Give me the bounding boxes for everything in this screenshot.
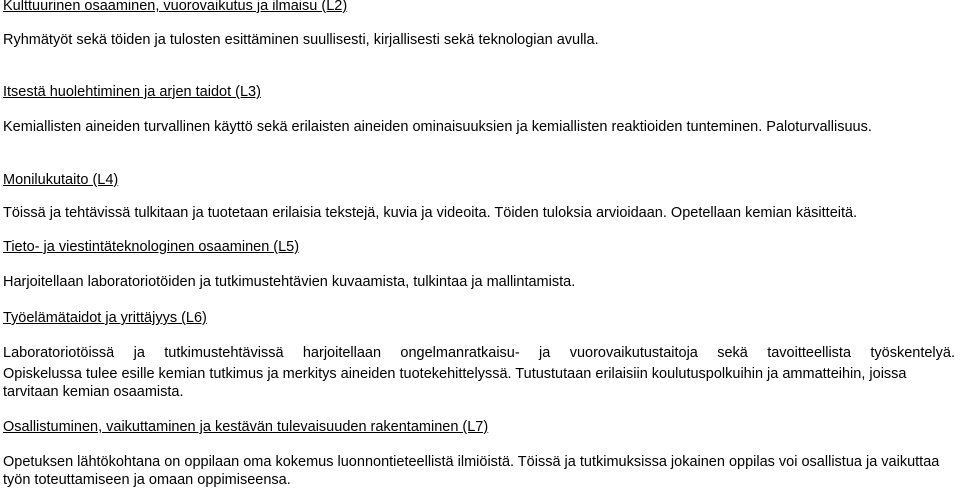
section-text-l6-1: Laboratoriotöissä ja tutkimustehtävissä harjoitellaan ongelmanratkaisu- ja vuorovaikutustaitoja sekä tavoitteellista työskentelyä.: [3, 345, 955, 361]
section-l6: [3, 309, 955, 401]
section-l2: [3, 0, 955, 49]
section-text-l7: Opetuksen lähtökohtana on oppilaan oma kokemus luonnontieteellistä ilmiöistä. Töissä ja tutkimuksissa jokainen oppilas voi osallistua ja vaikuttaa työn toteuttamiseen ja omaan oppimiseensa.: [3, 454, 940, 488]
section-l3: [3, 83, 955, 136]
section-l7: [3, 418, 955, 489]
section-l5: [3, 238, 955, 291]
section-text-l4: Töissä ja tehtävissä tulkitaan ja tuotetaan erilaisia tekstejä, kuvia ja videoita. Töiden tuloksia arvioidaan. Opetellaan kemian käsitteitä.: [3, 205, 858, 221]
section-text-l6-2: Opiskelussa tulee esille kemian tutkimus ja merkitys aineiden tuotekehittelyssä. Tutustutaan erilaisiin koulutuspolkuihin ja ammatteihin, joissa tarvitaan kemian osaamista.: [3, 366, 907, 400]
section-text-l2: Ryhmätyöt sekä töiden ja tulosten esittäminen suullisesti, kirjallisesti sekä teknologian avulla.: [3, 32, 599, 48]
section-text-l5: Harjoitellaan laboratoriotöiden ja tutkimustehtävien kuvaamista, tulkintaa ja mallintamista.: [3, 274, 576, 290]
section-text-l3: Kemiallisten aineiden turvallinen käyttö sekä erilaisten aineiden ominaisuuksien ja kemiallisten reaktioiden tunteminen. Paloturvallisuus.: [3, 119, 872, 135]
section-heading-l6: Työelämätaidot ja yrittäjyys (L6): [3, 310, 207, 326]
section-l4: [3, 171, 955, 222]
section-heading-l4: Monilukutaito (L4): [3, 172, 119, 188]
section-heading-l2: Kulttuurinen osaaminen, vuorovaikutus ja ilmaisu (L2): [3, 0, 348, 14]
section-heading-l3: Itsestä huolehtiminen ja arjen taidot (L3): [3, 84, 261, 100]
section-heading-l7: Osallistuminen, vaikuttaminen ja kestävän tulevaisuuden rakentaminen (L7): [3, 419, 489, 435]
section-heading-l5: Tieto- ja viestintäteknologinen osaaminen (L5): [3, 239, 300, 255]
